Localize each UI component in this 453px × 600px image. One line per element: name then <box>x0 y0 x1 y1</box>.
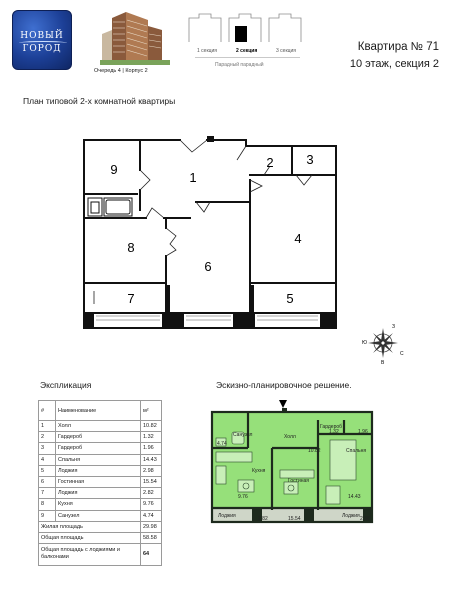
row-num: 4 <box>39 454 56 465</box>
row-num: 6 <box>39 476 56 487</box>
row-name: Лоджия <box>56 465 141 476</box>
room-number-4: 4 <box>294 231 302 246</box>
sketch-wardrobe-area: 1.32 <box>329 429 339 435</box>
sketch-loggia2-label: Лоджия <box>342 513 360 519</box>
section-3-label[interactable]: 3 секция <box>276 48 297 54</box>
row-area: 4.74 <box>141 510 162 521</box>
room-number-7: 7 <box>127 291 135 306</box>
row-area: 9.76 <box>141 499 162 510</box>
row-area: 2.98 <box>141 465 162 476</box>
room-number-2: 2 <box>266 155 274 170</box>
sketch-kitchen-area: 9.76 <box>238 494 248 500</box>
total-with-loggias-label: Общая площадь с лоджиями и балконами <box>39 543 141 565</box>
total-with-loggias-value: 64 <box>141 543 162 565</box>
room-number-8: 8 <box>127 240 135 255</box>
row-area: 14.43 <box>141 454 162 465</box>
sketch-bath-label: Санузел <box>233 432 253 438</box>
row-name: Гардероб <box>56 443 141 454</box>
explication-title: Экспликация <box>40 380 92 390</box>
total-area-value: 58.58 <box>141 532 162 543</box>
room-number-3: 3 <box>306 152 314 167</box>
row-num: 5 <box>39 465 56 476</box>
compass-label-w: Ю <box>362 340 368 346</box>
room-number-5: 5 <box>286 291 294 306</box>
section-1-label[interactable]: 1 секция <box>197 48 218 54</box>
living-area-label: Жилая площадь <box>39 521 141 532</box>
room-number-6: 6 <box>204 259 212 274</box>
sketch-kitchen-label: Кухня <box>252 468 266 474</box>
row-area: 2.82 <box>141 488 162 499</box>
total-area-label: Общая площадь <box>39 532 141 543</box>
section-2-label[interactable]: 2 секция <box>236 48 258 54</box>
row-name: Санузел <box>56 510 141 521</box>
sketch-living-area: 15.54 <box>288 516 301 522</box>
row-num: 9 <box>39 510 56 521</box>
row-name: Спальня <box>56 454 141 465</box>
row-num: 3 <box>39 443 56 454</box>
room-number-9: 9 <box>110 162 118 177</box>
row-area: 15.54 <box>141 476 162 487</box>
compass-label-n: З <box>392 324 396 330</box>
compass-label-s: В <box>381 360 385 366</box>
plan-title: План типовой 2-х комнатной квартиры <box>23 96 176 106</box>
sketch-loggia1-area: 2.82 <box>258 516 268 522</box>
row-area: 1.96 <box>141 443 162 454</box>
logo-line1: НОВЫЙ <box>20 31 64 41</box>
sketch-bedroom-area: 14.43 <box>348 494 361 500</box>
logo-line2: ГОРОД <box>22 44 62 54</box>
row-name: Кухня <box>56 499 141 510</box>
room-number-1: 1 <box>189 170 197 185</box>
row-area: 1.32 <box>141 432 162 443</box>
living-area-value: 29.98 <box>141 521 162 532</box>
sketch-bath-area: 4.74 <box>217 441 227 447</box>
header-area: м² <box>141 401 162 421</box>
row-num: 2 <box>39 432 56 443</box>
sketch-hall-area: 10.82 <box>308 448 321 454</box>
apartment-title: Квартира № 71 <box>357 41 439 53</box>
sketch-bedroom-label: Спальня <box>346 448 367 454</box>
row-num: 1 <box>39 421 56 432</box>
sketch-hall-label: Холл <box>284 434 296 440</box>
sketch-wardrobe2-area: 1.96 <box>358 429 368 435</box>
header-num: # <box>39 401 56 421</box>
sketch-wardrobe-label: Гардероб <box>320 424 342 430</box>
row-num: 8 <box>39 499 56 510</box>
header-name: Наименование <box>56 401 141 421</box>
row-name: Гостинная <box>56 476 141 487</box>
apartment-subtitle: 10 этаж, секция 2 <box>349 58 439 70</box>
row-name: Холл <box>56 421 141 432</box>
sketch-loggia1-label: Лоджия <box>218 513 236 519</box>
entrance-label: Парадный парадный <box>215 62 264 68</box>
compass-label-e: С <box>400 351 404 357</box>
queue-corpus-label: Очередь 4 | Корпус 2 <box>94 68 148 74</box>
sketch-title: Эскизно-планировочное решение. <box>216 380 352 390</box>
sketch-living-label: Гостиная <box>288 478 309 484</box>
row-name: Лоджия <box>56 488 141 499</box>
row-num: 7 <box>39 488 56 499</box>
row-name: Гардероб <box>56 432 141 443</box>
sketch-loggia2-area: 2.98 <box>360 516 370 522</box>
row-area: 10.82 <box>141 421 162 432</box>
